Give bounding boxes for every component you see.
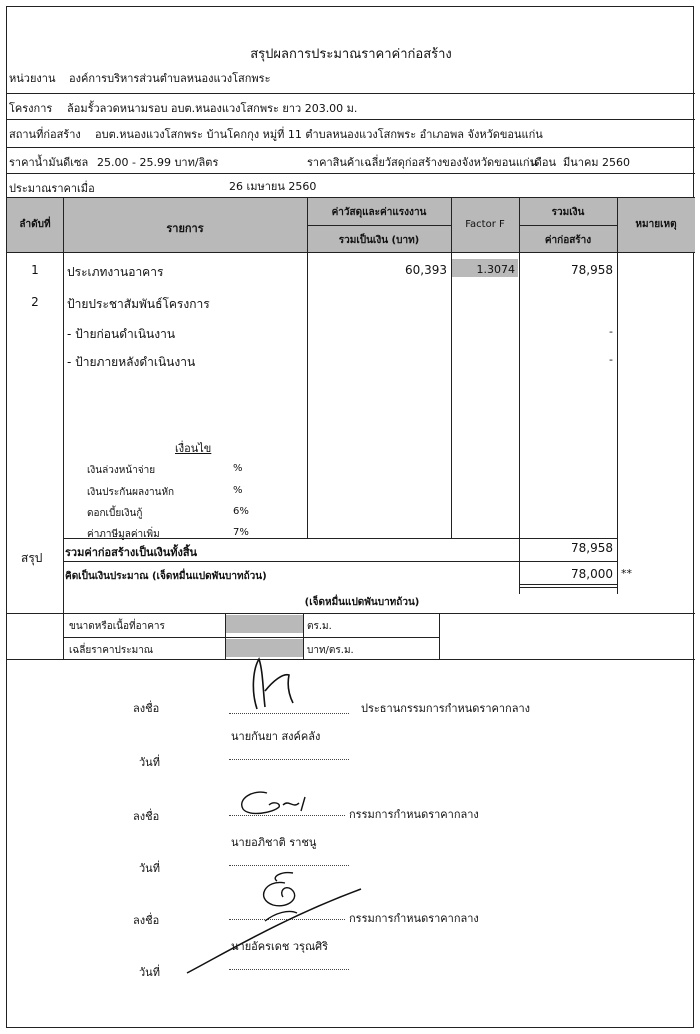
divider	[7, 119, 695, 120]
sign-label: ลงชื่อ	[133, 702, 160, 715]
month-value: มีนาคม 2560	[563, 156, 631, 169]
condition-label: เงินล่วงหน้าจ่าย	[87, 465, 156, 476]
divider	[519, 225, 617, 226]
avg-label: เฉลี่ยราคาประมาณ	[69, 645, 154, 656]
col-header-cost-bottom: รวมเป็นเงิน (บาท)	[338, 235, 420, 246]
signer-name: นายอภิชาติ ราชนู	[231, 836, 317, 849]
material-price-label: ราคาสินค้าเฉลี่ยวัสดุก่อสร้างของจังหวัดขอนแก่น	[307, 156, 538, 169]
estimate-date-label: ประมาณราคาเมื่อ	[9, 182, 95, 195]
signature-mark	[185, 869, 365, 977]
row-item: ประเภทงานอาคาร	[67, 265, 164, 279]
row-factor: 1.3074	[476, 263, 515, 276]
date-line	[229, 759, 349, 760]
project-value: ล้อมรั้วลวดหนามรอบ อบต.หนองแวงโสกพระ ยาว 203.00 ม.	[67, 102, 358, 115]
condition-label: ดอกเบี้ยเงินกู้	[87, 508, 143, 519]
date-label: วันที่	[139, 966, 160, 979]
col-header-no: ลำดับที่	[19, 219, 51, 230]
summary-total-value: 78,958	[571, 541, 613, 555]
row-no: 2	[31, 295, 39, 309]
avg-unit: บาท/ตร.ม.	[307, 645, 354, 656]
signer-name: นายอัครเดช วรุณศิริ	[231, 940, 329, 953]
agency-label: หน่วยงาน	[9, 72, 56, 85]
signer-role: ประธานกรรมการกำหนดราคากลาง	[361, 702, 531, 715]
divider	[63, 561, 617, 562]
row-no: 1	[31, 263, 39, 277]
column-divider	[307, 198, 308, 538]
divider	[7, 147, 695, 148]
row-item: - ป้ายก่อนดำเนินงาน	[67, 327, 176, 341]
condition-value: 7%	[233, 527, 249, 538]
row-item: - ป้ายภายหลังดำเนินงาน	[67, 355, 196, 369]
signer-role: กรรมการกำหนดราคากลาง	[349, 912, 479, 925]
divider	[307, 225, 451, 226]
conditions-title: เงื่อนไข	[175, 442, 212, 455]
condition-value: %	[233, 485, 243, 496]
column-divider	[451, 198, 452, 538]
divider	[63, 538, 617, 539]
column-divider	[439, 613, 440, 659]
summary-approx-value: 78,000	[571, 567, 613, 581]
area-value-box	[225, 615, 303, 633]
signer-role: กรรมการกำหนดราคากลาง	[349, 808, 479, 821]
document-title: สรุปผลการประมาณราคาค่าก่อสร้าง	[250, 47, 452, 62]
divider	[7, 659, 695, 660]
condition-value: 6%	[233, 506, 249, 517]
summary-total-label: รวมค่าก่อสร้างเป็นเงินทั้งสิ้น	[65, 546, 198, 559]
col-header-note: หมายเหตุ	[635, 219, 677, 230]
sign-label: ลงชื่อ	[133, 914, 160, 927]
divider	[7, 613, 695, 614]
estimate-date-value: 26 เมษายน 2560	[229, 180, 317, 193]
site-value: อบต.หนองแวงโสกพระ บ้านโคกกุง หมู่ที่ 11 ตำบลหนองแวงโสกพระ อำเภอพล จังหวัดขอนแก่น	[95, 128, 543, 141]
column-divider	[225, 613, 226, 659]
col-header-total-top: รวมเงิน	[551, 207, 585, 218]
date-line	[229, 969, 349, 970]
divider	[7, 93, 695, 94]
divider	[7, 252, 695, 253]
diesel-value: 25.00 - 25.99 บาท/ลิตร	[97, 156, 219, 169]
row-cost: 60,393	[405, 263, 447, 277]
summary-approx-label: คิดเป็นเงินประมาณ (เจ็ดหมื่นแปดพันบาทถ้วน)	[65, 571, 267, 582]
column-divider	[303, 613, 304, 659]
summary-words: (เจ็ดหมื่นแปดพันบาทถ้วน)	[304, 597, 420, 608]
date-label: วันที่	[139, 862, 160, 875]
divider	[519, 587, 617, 588]
condition-label: เงินประกันผลงานหัก	[87, 487, 175, 498]
row-item: ป้ายประชาสัมพันธ์โครงการ	[67, 297, 210, 311]
signature-mark	[243, 651, 303, 715]
row-total: -	[609, 353, 613, 366]
divider	[519, 584, 617, 585]
condition-value: %	[233, 463, 243, 474]
col-header-item: รายการ	[166, 222, 204, 235]
summary-label: สรุป	[21, 551, 43, 565]
divider	[7, 173, 695, 174]
site-label: สถานที่ก่อสร้าง	[9, 128, 81, 141]
project-label: โครงการ	[9, 102, 53, 115]
row-total: -	[609, 325, 613, 338]
column-divider	[617, 198, 618, 594]
column-divider	[63, 613, 64, 659]
col-header-total-bottom: ค่าก่อสร้าง	[544, 235, 592, 246]
signer-name: นายกันยา สงค์คลัง	[231, 730, 321, 743]
col-header-cost-top: ค่าวัสดุและค่าแรงงาน	[331, 207, 427, 218]
date-label: วันที่	[139, 756, 160, 769]
col-header-factor: Factor F	[465, 219, 505, 230]
area-unit: ตร.ม.	[307, 621, 332, 632]
column-divider	[63, 198, 64, 618]
column-divider	[519, 198, 520, 594]
condition-label: ค่าภาษีมูลค่าเพิ่ม	[87, 529, 160, 540]
area-label: ขนาดหรือเนื้อที่อาคาร	[69, 621, 165, 632]
month-label: เดือน	[531, 156, 557, 169]
document-page	[6, 6, 694, 1028]
signature-mark	[233, 785, 323, 819]
summary-approx-mark: **	[621, 567, 632, 580]
agency-value: องค์การบริหารส่วนตำบลหนองแวงโสกพระ	[69, 72, 271, 85]
divider	[63, 637, 439, 638]
date-line	[229, 865, 349, 866]
diesel-label: ราคาน้ำมันดีเซล	[9, 156, 89, 169]
row-total: 78,958	[571, 263, 613, 277]
sign-label: ลงชื่อ	[133, 810, 160, 823]
